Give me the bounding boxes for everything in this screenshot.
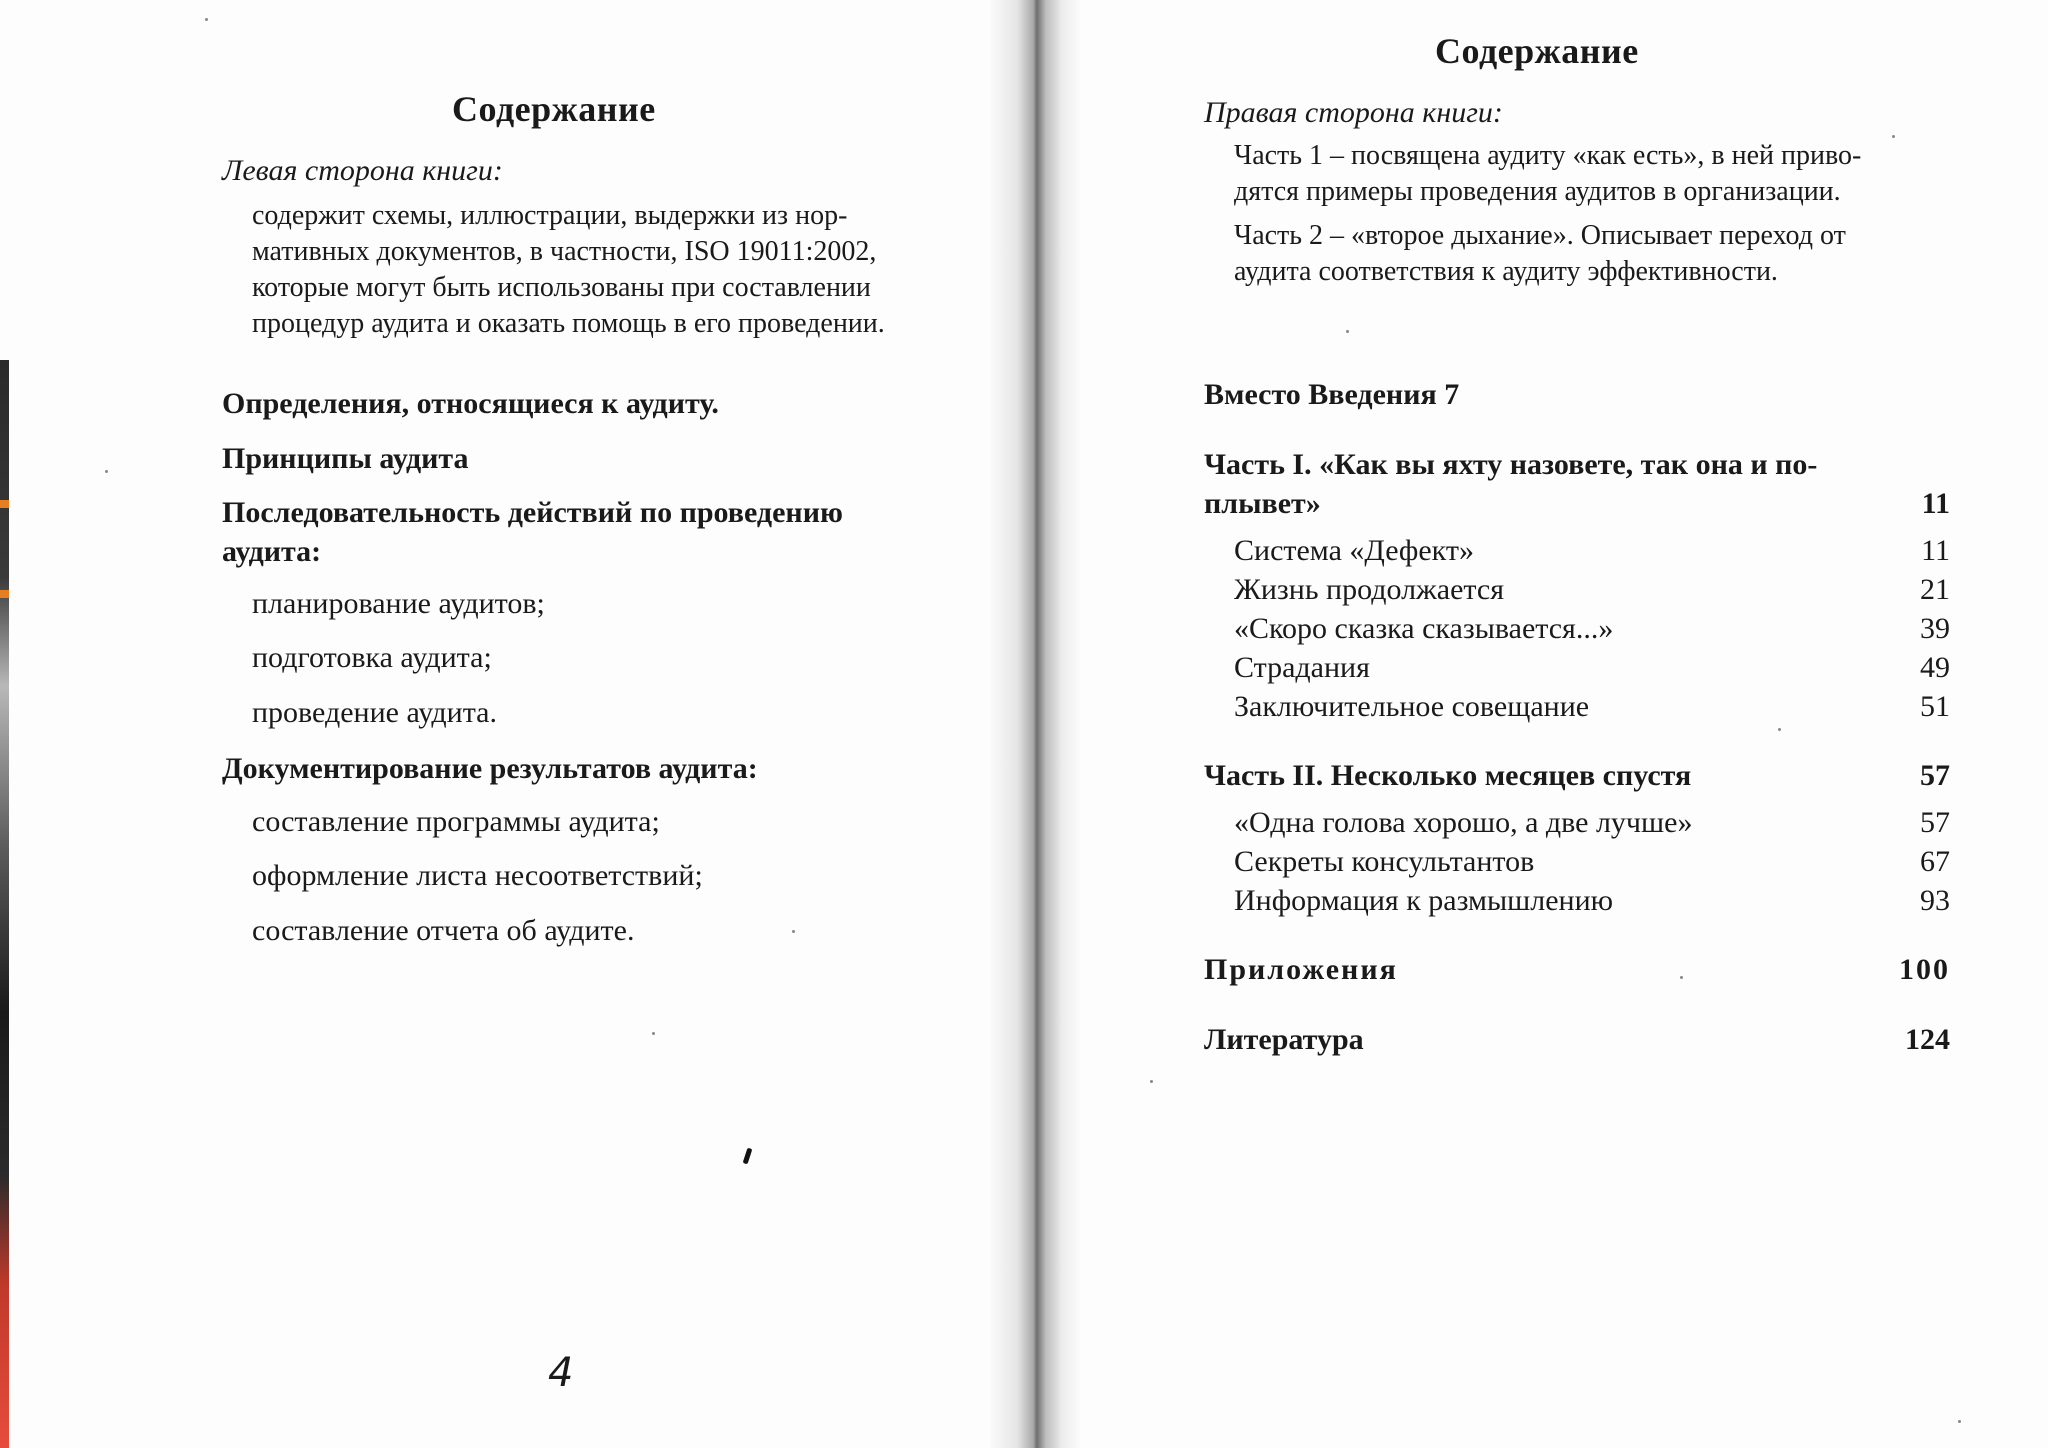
section-principles: Принципы аудита (222, 442, 469, 475)
toc-sub-entry (1204, 573, 1950, 613)
part2-description-line: аудита соответствия к аудиту эффективности. (1234, 256, 1778, 287)
toc-entry-page: 11 (1921, 534, 1950, 567)
toc-entry-title: Система «Дефект» (1234, 534, 1474, 567)
toc-entry-part2 (1204, 759, 1950, 799)
toc-entry-page: 51 (1920, 690, 1950, 723)
toc-entry-title: Часть II. Несколько месяцев спустя (1204, 759, 1692, 792)
toc-entry-intro (1204, 378, 1950, 418)
toc-entry-part1-cont (1204, 487, 1950, 527)
toc-sub-entry (1204, 806, 1950, 846)
toc-sub-entry (1204, 612, 1950, 652)
toc-sub-entry (1204, 690, 1950, 730)
toc-entry-title: плывет» (1204, 487, 1321, 520)
left-side-description-line: содержит схемы, иллюстрации, выдержки из нор- (252, 200, 848, 231)
toc-entry-page: 39 (1920, 612, 1950, 645)
sequence-item: проведение аудита. (252, 696, 497, 729)
section-documenting: Документирование результатов аудита: (222, 752, 758, 785)
toc-entry-page: 49 (1920, 651, 1950, 684)
part2-description (1234, 218, 1954, 290)
toc-entry-title: Страдания (1234, 651, 1370, 684)
toc-entry-title: Приложения (1204, 953, 1398, 986)
toc-entry-page: 100 (1899, 953, 1950, 986)
documenting-item: составление отчета об аудите. (252, 914, 635, 947)
section-definitions: Определения, относящиеся к аудиту. (222, 387, 719, 420)
section-sequence: Последовательность действий по проведению аудита: (222, 496, 843, 568)
left-side-label: Левая сторона книги: (222, 154, 503, 187)
part1-description (1234, 138, 1954, 210)
left-side-description-line: которые могут быть использованы при составлении (252, 272, 871, 303)
left-side-description-line: процедур аудита и оказать помощь в его проведении. (252, 308, 885, 339)
toc-entry-title: «Скоро сказка сказывается...» (1234, 612, 1614, 645)
ink-mark (743, 1148, 753, 1165)
toc-entry-title: Жизнь продолжается (1234, 573, 1504, 606)
toc-entry-literature (1204, 1023, 1950, 1063)
part1-description-line: дятся примеры проведения аудитов в организации. (1234, 176, 1841, 207)
toc-entry-title: Заключительное совещание (1234, 690, 1590, 723)
toc-entry-page: 11 (1921, 487, 1950, 520)
page-number: 4 (548, 1350, 574, 1396)
toc-entry-page: 57 (1920, 759, 1950, 792)
toc-entry-page: 124 (1905, 1023, 1950, 1056)
toc-sub-entry (1204, 845, 1950, 885)
toc-entry-title: Информация к размышлению (1234, 884, 1614, 917)
toc-entry-page: 93 (1920, 884, 1950, 917)
sequence-item: планирование аудитов; (252, 587, 545, 620)
right-page-title: Содержание (1435, 31, 1639, 71)
right-page (1070, 0, 2048, 1448)
documenting-item: составление программы аудита; (252, 805, 660, 838)
toc-entry-part1 (1204, 448, 1950, 488)
toc-entry-title: Литература (1204, 1023, 1364, 1056)
part2-description-line: Часть 2 – «второе дыхание». Описывает переход от (1234, 220, 1846, 251)
part1-description-line: Часть 1 – посвящена аудиту «как есть», в ней приво- (1234, 140, 1862, 171)
toc-entry-title: Часть I. «Как вы яхту назовете, так она и по- (1204, 448, 1818, 481)
toc-sub-entry (1204, 534, 1950, 574)
sequence-item: подготовка аудита; (252, 641, 492, 674)
toc-sub-entry (1204, 651, 1950, 691)
left-page-title: Содержание (452, 89, 656, 129)
left-page (0, 0, 1000, 1448)
toc-entry-title: Секреты консультантов (1234, 845, 1535, 878)
toc-entry-title: Вместо Введения 7 (1204, 378, 1460, 411)
toc-entry-title: «Одна голова хорошо, а две лучше» (1234, 806, 1693, 839)
toc-entry-page: 57 (1920, 806, 1950, 839)
left-side-description-line: мативных документов, в частности, ISO 19011:2002, (252, 236, 877, 267)
documenting-item: оформление листа несоответствий; (252, 859, 703, 892)
toc-entry-appendix (1204, 953, 1950, 993)
right-side-label: Правая сторона книги: (1204, 96, 1503, 129)
left-side-description (252, 198, 900, 342)
toc-sub-entry (1204, 884, 1950, 924)
toc-entry-page: 67 (1920, 845, 1950, 878)
toc-entry-page: 21 (1920, 573, 1950, 606)
book-gutter (990, 0, 1080, 1448)
